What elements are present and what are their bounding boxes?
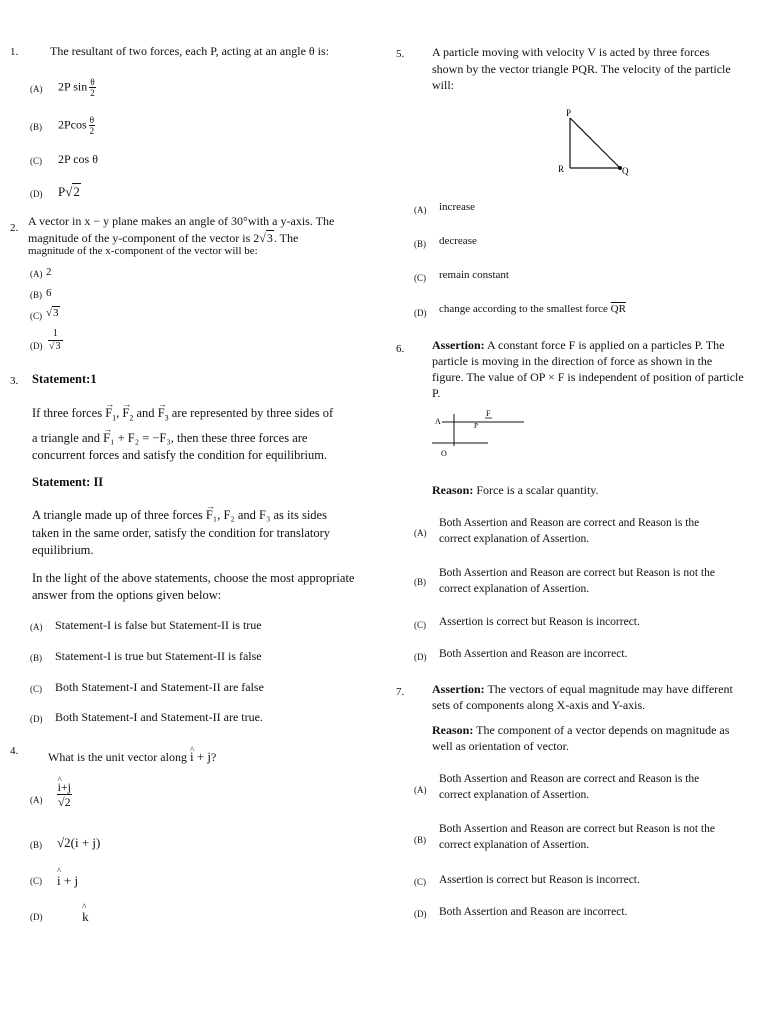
force-vector xyxy=(122,405,133,427)
reason-line xyxy=(432,482,599,498)
statement-text: are represented by three sides of xyxy=(171,406,334,420)
option-c: remain constant xyxy=(439,269,509,281)
label-q: Q xyxy=(622,166,629,176)
question-stem: The resultant of two forces, each P, acting at an angle θ is: xyxy=(50,44,329,58)
option-a xyxy=(439,772,759,803)
statement-text: a triangle and xyxy=(32,431,101,445)
option-c: Both Statement-I and Statement-II are false xyxy=(55,680,264,694)
fraction xyxy=(48,328,63,353)
option-text: correct explanation of Assertion. xyxy=(439,532,590,545)
fraction-numerator: ^ i+j xyxy=(58,780,71,794)
question-line: shown by the vector triangle PQR. The velocity of the particle xyxy=(432,62,731,76)
statement-2-line: equilibrium. xyxy=(32,543,94,557)
question-number: 5. xyxy=(396,48,405,60)
option-letter: (B) xyxy=(414,239,426,249)
reason-text: Force is a scalar quantity. xyxy=(476,483,599,497)
option-a xyxy=(55,780,72,809)
reason-label: Reason: xyxy=(432,723,474,737)
statement-text: and xyxy=(136,406,155,420)
option-text: Assertion is correct but Reason is incorrect. xyxy=(439,616,640,628)
option-b xyxy=(439,822,759,853)
option-text: 2Pcos xyxy=(58,117,87,132)
statement-text: , then these three forces are xyxy=(170,431,308,445)
question-stem xyxy=(48,749,216,765)
option-letter: (C) xyxy=(30,876,42,886)
option-text: correct explanation of Assertion. xyxy=(439,582,590,595)
label-p: P xyxy=(474,422,478,430)
option-letter: (C) xyxy=(30,311,42,321)
assertion-line xyxy=(432,681,733,697)
sqrt-value: 3 xyxy=(55,341,61,352)
statement-1-line: concurrent forces and satisfy the condition for equilibrium. xyxy=(32,448,328,462)
option-letter: (B) xyxy=(414,577,426,587)
option-text: Both Assertion and Reason are incorrect. xyxy=(439,648,628,660)
fraction-denominator: 2 xyxy=(90,88,95,98)
fraction-numerator: 1 xyxy=(52,328,58,339)
option-d xyxy=(46,328,63,353)
option-a: 2 xyxy=(46,266,52,278)
option-a xyxy=(439,516,759,547)
vector-triangle-pqr xyxy=(554,108,634,180)
question-number: 6. xyxy=(396,343,405,355)
option-letter: (B) xyxy=(414,835,426,845)
vector-subscript: 2 xyxy=(129,413,134,423)
force-figure xyxy=(432,406,532,464)
statement-2-line xyxy=(32,507,327,524)
option-a: Statement-I is false but Statement-II is true xyxy=(55,618,262,632)
assertion-line: sets of components along X-axis and Y-axis. xyxy=(432,698,646,712)
assertion-line: particle is moving in the direction of force as shown in the xyxy=(432,354,713,368)
question-line: will: xyxy=(432,78,455,92)
option-d xyxy=(439,905,759,921)
statement-heading: Statement:1 xyxy=(32,372,97,386)
fraction-numerator: θ xyxy=(90,77,95,87)
vector-symbol: F xyxy=(122,406,130,420)
option-text: Both Assertion and Reason are incorrect. xyxy=(439,906,628,918)
option-letter: (C) xyxy=(30,684,42,694)
option-letter: (A) xyxy=(30,269,43,279)
unit-vector: ^ i + j xyxy=(190,749,211,765)
option-letter: (C) xyxy=(414,620,426,630)
fraction xyxy=(89,77,96,98)
option-letter: (C) xyxy=(30,156,42,166)
option-c: √3 xyxy=(46,307,59,319)
right-column xyxy=(384,0,768,1024)
option-letter: (A) xyxy=(414,785,427,795)
option-letter: (C) xyxy=(414,877,426,887)
option-text: correct explanation of Assertion. xyxy=(439,838,590,851)
label-a: A xyxy=(435,417,441,426)
instruction-line: In the light of the above statements, choose the most appropriate xyxy=(32,571,355,585)
option-a xyxy=(58,77,96,98)
question-line: magnitude of the x-component of the vector will be: xyxy=(28,245,258,257)
option-letter: (D) xyxy=(414,909,427,919)
vector-symbol: F xyxy=(105,406,113,420)
assertion-text: The vectors of equal magnitude may have different xyxy=(487,682,733,696)
option-b: √2(i + j) xyxy=(57,835,101,850)
option-text: P xyxy=(58,184,66,199)
assertion-line: figure. The value of OP × F is independent of position of particle xyxy=(432,370,744,384)
sqrt-value: 2 xyxy=(73,184,80,199)
vector-qr: $\overline{QR}$ xyxy=(610,303,626,315)
label-f: F xyxy=(486,409,491,418)
statement-heading: Statement: II xyxy=(32,475,104,489)
vector-symbol: F xyxy=(157,406,165,420)
option-c xyxy=(439,873,759,889)
option-a: increase xyxy=(439,201,476,213)
statement-2-line: taken in the same order, satisfy the condition for translatory xyxy=(32,526,331,540)
option-c: 2P cos θ xyxy=(58,152,98,166)
option-letter: (A) xyxy=(30,84,43,94)
option-c xyxy=(439,615,759,631)
option-letter: (D) xyxy=(30,341,43,351)
option-letter: (B) xyxy=(30,653,42,663)
reason-line: well as orientation of vector. xyxy=(432,739,569,753)
sqrt-value: 3 xyxy=(266,231,273,245)
reason-text: The component of a vector depends on magnitude as xyxy=(476,723,730,737)
question-line: A particle moving with velocity V is acted by three forces xyxy=(432,45,710,59)
option-letter: (B) xyxy=(30,290,42,300)
option-letter: (B) xyxy=(30,840,42,850)
option-b xyxy=(58,115,95,136)
question-text: . The xyxy=(273,231,299,245)
option-letter: (D) xyxy=(414,308,427,318)
question-number: 3. xyxy=(10,375,19,387)
fraction-denominator: √2 xyxy=(58,795,71,809)
option-d xyxy=(439,303,626,315)
option-letter: (A) xyxy=(30,795,43,805)
statement-text: as its sides xyxy=(273,508,327,522)
option-letter: (D) xyxy=(30,912,43,922)
option-d xyxy=(439,647,759,663)
label-p: P xyxy=(566,108,572,118)
option-b: Statement-I is true but Statement-II is false xyxy=(55,649,262,663)
question-text: What is the unit vector along xyxy=(48,750,187,764)
label-o: O xyxy=(441,449,447,458)
option-text: Both Assertion and Reason are correct but Reason is not the xyxy=(439,567,715,579)
fraction xyxy=(57,780,72,809)
question-number: 1. xyxy=(10,46,19,58)
reason-line xyxy=(432,722,729,738)
option-text: 2P sin xyxy=(58,79,88,94)
statement-text: If three forces xyxy=(32,406,103,420)
assertion-text: A constant force F is applied on a particles P. The xyxy=(487,338,725,352)
option-letter: (A) xyxy=(30,622,43,632)
question-text: magnitude of the y-component of the vector is 2 xyxy=(28,231,260,245)
assertion-line xyxy=(432,337,724,353)
option-d: Both Statement-I and Statement-II are true. xyxy=(55,710,263,724)
assertion-line: P. xyxy=(432,386,441,400)
fraction xyxy=(89,115,96,136)
fraction-numerator: θ xyxy=(89,115,95,125)
question-line: magnitude of the y-component of the vector is 2√3. The xyxy=(28,231,299,245)
option-d: ^ k xyxy=(82,909,89,925)
option-text: Both Assertion and Reason are correct and Reason is the xyxy=(439,773,700,785)
statement-text: A triangle made up of three forces xyxy=(32,508,203,522)
force-equation: → F₁ + F₂ = −F₃ xyxy=(103,430,171,447)
option-letter: (A) xyxy=(414,528,427,538)
statement-1-line xyxy=(32,430,307,447)
force-vectors: → F₁, F₂ and F₃ xyxy=(206,507,270,524)
assertion-label: Assertion: xyxy=(432,682,485,696)
question-number: 7. xyxy=(396,686,405,698)
option-letter: (D) xyxy=(414,652,427,662)
option-text: correct explanation of Assertion. xyxy=(439,788,590,801)
option-letter: (B) xyxy=(30,122,42,132)
label-r: R xyxy=(558,164,565,174)
option-b: decrease xyxy=(439,235,477,247)
question-text: ? xyxy=(211,750,217,764)
question-number: 2. xyxy=(10,222,19,234)
question-line: A vector in x − y plane makes an angle of 30°with a y-axis. The xyxy=(28,214,335,228)
reason-label: Reason: xyxy=(432,483,474,497)
force-vector xyxy=(158,405,169,427)
fraction-denominator: 2 xyxy=(89,126,95,136)
vector-subscript: 3 xyxy=(164,413,169,423)
fraction-denominator: √3 xyxy=(49,341,61,352)
option-b xyxy=(439,566,759,597)
option-c: ^ i + j xyxy=(57,873,78,889)
option-letter: (D) xyxy=(30,189,43,199)
option-letter: (A) xyxy=(414,205,427,215)
option-text: Both Assertion and Reason are correct and Reason is the xyxy=(439,517,700,529)
option-text: change according to the smallest force xyxy=(439,303,608,315)
option-letter: (C) xyxy=(414,273,426,283)
option-text: Both Assertion and Reason are correct but Reason is not the xyxy=(439,823,715,835)
option-text: Assertion is correct but Reason is incorrect. xyxy=(439,874,640,886)
sqrt-value: 3 xyxy=(53,307,59,319)
option-letter: (D) xyxy=(30,714,43,724)
statement-1-line: If three forces → $F_1$, → $F_2$ and → $F_3$ are represented by three sides of xyxy=(32,405,333,427)
vector-subscript: 1 xyxy=(112,413,117,423)
option-b: 6 xyxy=(46,287,52,299)
question-number: 4. xyxy=(10,745,19,757)
instruction-line: answer from the options given below: xyxy=(32,588,222,602)
option-d: P√2 xyxy=(58,184,80,199)
assertion-label: Assertion: xyxy=(432,338,485,352)
